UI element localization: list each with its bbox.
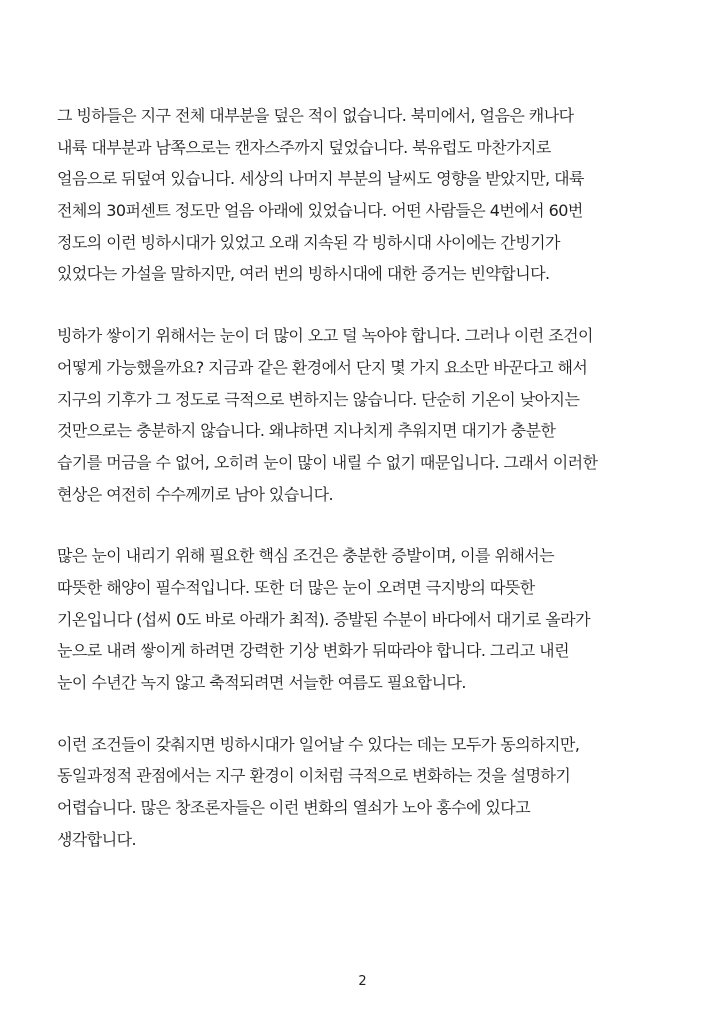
- text-line: 얼음으로 뒤덮여 있습니다. 세상의 나머지 부분의 날씨도 영향을 받았지만, 대륙: [57, 169, 584, 189]
- text-line: 동일과정적 관점에서는 지구 환경이 이처럼 극적으로 변화하는 것을 설명하기: [57, 766, 571, 786]
- text-line: 습기를 머금을 수 없어, 오히려 눈이 많이 내릴 수 없기 때문입니다. 그래서 이러한: [57, 452, 598, 472]
- text-line: 기온입니다 (섭씨 0도 바로 아래가 최적). 증발된 수분이 바다에서 대기로 올라가: [57, 609, 590, 629]
- text-line: 눈이 수년간 녹지 않고 축적되려면 서늘한 여름도 필요합니다.: [57, 673, 466, 692]
- text-line: 전체의 30퍼센트 정도만 얼음 아래에 있었습니다. 어떤 사람들은 4번에서 60번: [57, 201, 583, 221]
- text-line: 있었다는 가설을 말하지만, 여러 번의 빙하시대에 대한 증거는 빈약합니다.: [57, 264, 550, 284]
- text-line: 현상은 여전히 수수께끼로 남아 있습니다.: [57, 484, 334, 504]
- page-number: 2: [358, 974, 367, 989]
- text-line: 것만으로는 충분하지 않습니다. 왜냐하면 지나치게 추워지면 대기가 충분한: [57, 421, 556, 441]
- paragraph-1: [57, 100, 675, 290]
- text-line: 따뜻한 해양이 필수적입니다. 또한 더 많은 눈이 오려면 극지방의 따뜻한: [57, 577, 535, 597]
- text-line: 많은 눈이 내리기 위해 필요한 핵심 조건은 충분한 증발이며, 이를 위해서는: [57, 546, 555, 566]
- text-line: 정도의 이런 빙하시대가 있었고 오래 지속된 각 빙하시대 사이에는 간빙기가: [57, 232, 560, 252]
- paragraph-4: [57, 729, 675, 856]
- text-line: 눈으로 내려 쌓이게 하려면 강력한 기상 변화가 뒤따라야 합니다. 그리고 내린: [57, 641, 569, 661]
- text-line: 지구의 기후가 그 정도로 극적으로 변하지는 않습니다. 단순히 기온이 낮아지는: [57, 389, 580, 409]
- text-line: 생각합니다.: [57, 829, 137, 849]
- text-line: 어떻게 가능했을까요? 지금과 같은 환경에서 단지 몇 가지 요소만 바꾼다고 해서: [57, 357, 588, 377]
- text-line: 빙하가 쌓이기 위해서는 눈이 더 많이 오고 덜 녹아야 합니다. 그러나 이런 조건이: [57, 326, 593, 346]
- text-line: 어렵습니다. 많은 창조론자들은 이런 변화의 열쇠가 노아 홍수에 있다고: [57, 798, 531, 818]
- text-line: 그 빙하들은 지구 전체 대부분을 덮은 적이 없습니다. 북미에서, 얼음은 캐나다: [57, 106, 574, 125]
- paragraph-3: [57, 540, 675, 698]
- text-line: 이런 조건들이 갖춰지면 빙하시대가 일어날 수 있다는 데는 모두가 동의하지만,: [57, 734, 580, 754]
- body-text: [57, 100, 675, 885]
- paragraph-2: [57, 320, 675, 510]
- text-line: 내륙 대부분과 남쪽으로는 캔자스주까지 덮었습니다. 북유럽도 마찬가지로: [57, 137, 551, 157]
